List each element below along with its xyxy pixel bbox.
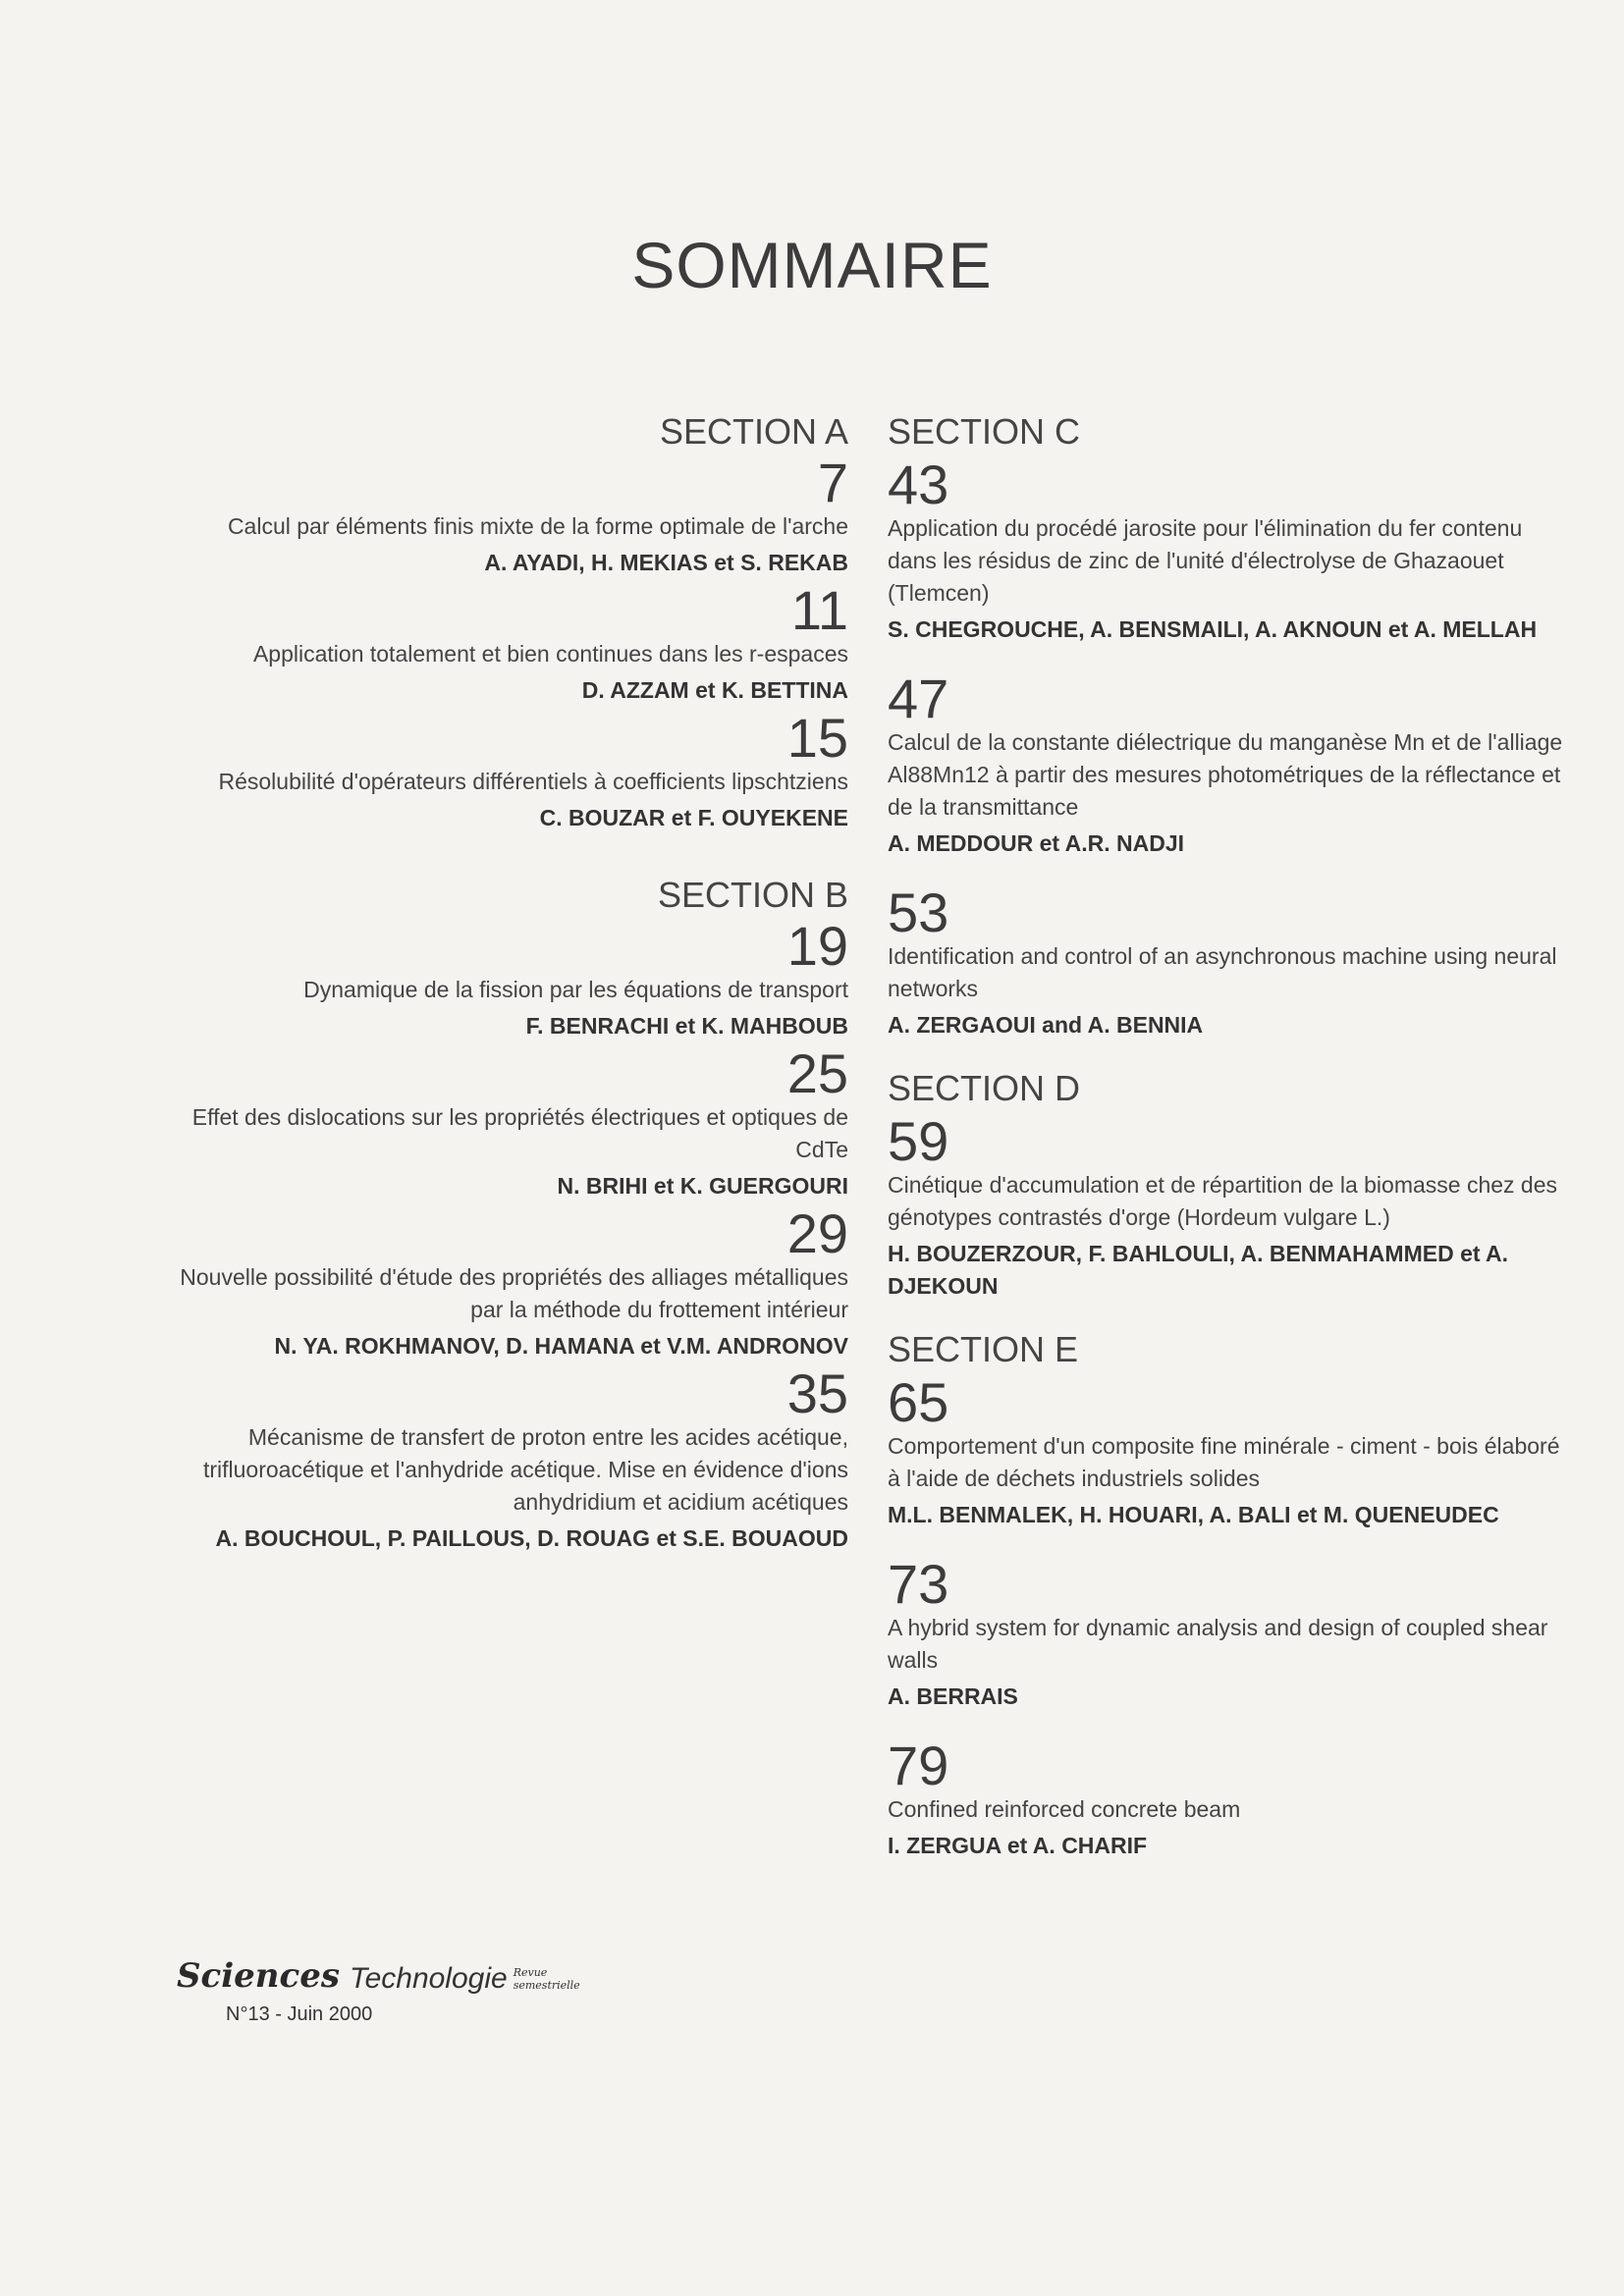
toc-entry[interactable] bbox=[888, 454, 1575, 646]
toc-entry[interactable] bbox=[157, 1202, 848, 1362]
page-number: 53 bbox=[888, 881, 949, 943]
article-authors: A. MEDDOUR et A.R. NADJI bbox=[888, 830, 1184, 856]
section-c-label: SECTION C bbox=[888, 411, 1081, 452]
article-title: Mécanisme de transfert de proton entre les acides acétique, trifluoroacétique et l'anhydride acétique. Mise en évidence d'ions anhydridium et acidium acétiques bbox=[202, 1424, 848, 1515]
article-title: Application totalement et bien continues dans les r-espaces bbox=[252, 641, 848, 667]
page-number: 15 bbox=[786, 707, 848, 769]
page-number: 73 bbox=[888, 1553, 949, 1615]
article-authors: A. AYADI, H. MEKIAS et S. REKAB bbox=[484, 550, 848, 575]
article-authors: A. BOUCHOUL, P. PAILLOUS, D. ROUAG et S.E. BOUAOUD bbox=[215, 1525, 848, 1551]
article-title: Dynamique de la fission par les équations de transport bbox=[303, 977, 848, 1002]
toc-entry[interactable] bbox=[157, 579, 848, 707]
toc-entry[interactable] bbox=[157, 707, 848, 834]
page-number: 79 bbox=[888, 1735, 949, 1796]
article-title: Nouvelle possibilité d'étude des propriétés des alliages métalliques par la méthode du frottement intérieur bbox=[180, 1264, 848, 1322]
article-authors: C. BOUZAR et F. OUYEKENE bbox=[539, 805, 848, 830]
article-title: Calcul de la constante diélectrique du manganèse Mn et de l'alliage Al88Mn12 à partir des mesures photométriques de la réflectance et de la transmittance bbox=[888, 729, 1563, 820]
toc-entry[interactable] bbox=[888, 1553, 1575, 1713]
section-d-label: SECTION D bbox=[888, 1068, 1081, 1108]
section-e-label: SECTION E bbox=[888, 1329, 1079, 1369]
article-authors: I. ZERGUA et A. CHARIF bbox=[888, 1833, 1148, 1858]
article-title: A hybrid system for dynamic analysis and design of coupled shear walls bbox=[888, 1615, 1548, 1673]
page-number: 65 bbox=[888, 1371, 949, 1433]
page-number: 59 bbox=[888, 1110, 949, 1172]
article-title: Calcul par éléments finis mixte de la forme optimale de l'arche bbox=[227, 513, 848, 539]
article-authors: H. BOUZERZOUR, F. BAHLOULI, A. BENMAHAMMED et A. DJEKOUN bbox=[888, 1241, 1509, 1299]
toc-entry[interactable] bbox=[157, 1042, 848, 1202]
toc-entry[interactable] bbox=[157, 452, 848, 579]
toc-entry[interactable] bbox=[888, 1735, 1575, 1862]
left-column bbox=[157, 410, 848, 1559]
toc-entry[interactable] bbox=[888, 1371, 1575, 1531]
article-title: Identification and control of an asynchronous machine using neural networks bbox=[888, 943, 1557, 1001]
article-authors: F. BENRACHI et K. MAHBOUB bbox=[525, 1013, 848, 1039]
toc-entry[interactable] bbox=[888, 667, 1575, 860]
article-authors: D. AZZAM et K. BETTINA bbox=[581, 677, 848, 703]
toc-entry[interactable] bbox=[888, 881, 1575, 1041]
toc-entry[interactable] bbox=[888, 1110, 1575, 1303]
article-authors: N. YA. ROKHMANOV, D. HAMANA et V.M. ANDRONOV bbox=[274, 1333, 848, 1359]
article-authors: N. BRIHI et K. GUERGOURI bbox=[557, 1173, 848, 1199]
page-number: 25 bbox=[786, 1042, 848, 1104]
page-number: 43 bbox=[888, 454, 949, 515]
article-title: Application du procédé jarosite pour l'élimination du fer contenu dans les résidus de zinc de l'unité d'électrolyse de Ghazaouet (Tlemcen) bbox=[888, 515, 1523, 606]
toc-entry[interactable] bbox=[157, 1362, 848, 1555]
toc-entry[interactable] bbox=[157, 915, 848, 1042]
article-title: Effet des dislocations sur les propriétés électriques et optiques de CdTe bbox=[191, 1104, 848, 1162]
page-number: 19 bbox=[786, 915, 848, 977]
page-number: 47 bbox=[888, 667, 949, 729]
article-authors: M.L. BENMALEK, H. HOUARI, A. BALI et M. QUENEUDEC bbox=[888, 1502, 1499, 1527]
right-column bbox=[888, 410, 1575, 1888]
article-title: Confined reinforced concrete beam bbox=[888, 1796, 1241, 1822]
issue-number: N°13 - Juin 2000 bbox=[226, 2003, 373, 2025]
page-number: 35 bbox=[786, 1362, 848, 1424]
logo-sciences: Sciences bbox=[177, 1956, 340, 1996]
article-authors: S. CHEGROUCHE, A. BENSMAILI, A. AKNOUN et A. MELLAH bbox=[888, 616, 1538, 642]
page-title: SOMMAIRE bbox=[631, 229, 993, 301]
article-title: Comportement d'un composite fine minérale - ciment - bois élaboré à l'aide de déchets industriels solides bbox=[888, 1433, 1560, 1491]
article-authors: A. ZERGAOUI and A. BENNIA bbox=[888, 1012, 1204, 1038]
page-number: 29 bbox=[786, 1202, 848, 1264]
article-title: Résolubilité d'opérateurs différentiels à coefficients lipschtziens bbox=[218, 769, 848, 794]
page-number: 11 bbox=[790, 579, 848, 641]
logo-subtitle: Revue semestrielle bbox=[513, 1966, 580, 1992]
page-number: 7 bbox=[817, 452, 848, 513]
section-a-label: SECTION A bbox=[659, 411, 848, 452]
section-b-label: SECTION B bbox=[657, 875, 848, 915]
article-authors: A. BERRAIS bbox=[888, 1683, 1018, 1709]
logo-technologie: Technologie bbox=[350, 1962, 508, 1995]
journal-logo bbox=[177, 1956, 580, 2026]
article-title: Cinétique d'accumulation et de répartition de la biomasse chez des génotypes contrastés d'orge (Hordeum vulgare L.) bbox=[888, 1172, 1558, 1230]
